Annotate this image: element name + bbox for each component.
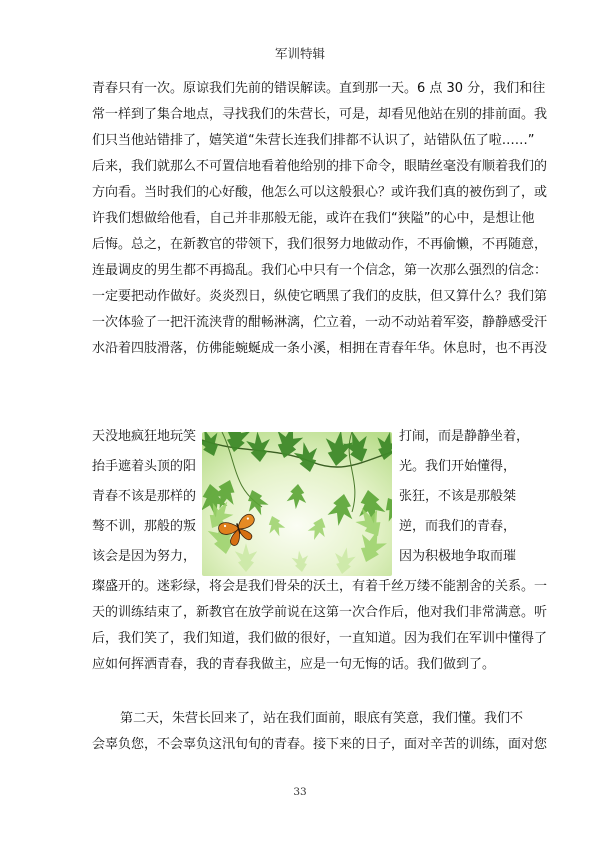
text-line: 连最调皮的男生都不再捣乱。我们心中只有一个信念，第一次那么强烈的信念： — [92, 263, 548, 278]
text-line: 后，我们笑了，我们知道，我们做的很好，一直知道。因为我们在军训中懂得了 — [92, 631, 548, 646]
text-line: 会辜负您，不会辜负这汛旬旬的青春。接下来的日子，面对辛苦的训练，面对您 — [92, 737, 548, 752]
text-line: 后来，我们就那么不可置信地看着他给别的排下命令，眼睛丝毫没有顺着我们的 — [92, 159, 548, 174]
paragraph-1-top — [92, 76, 548, 362]
wrap-text-right: 因为积极地争取而璀 — [399, 549, 517, 564]
leaves-butterfly-photo — [202, 432, 392, 576]
text-line: 一定要把动作做好。炎炎烈日，纵使它晒黑了我们的皮肤，但又算什么？我们第 — [92, 289, 548, 304]
text-line: 第二天，朱营长回来了，站在我们面前，眼底有笑意，我们懂。我们不 — [120, 711, 524, 726]
text-line: 应如何挥洒青春，我的青春我做主，应是一句无悔的话。我们做到了。 — [92, 657, 496, 672]
text-line: 后悔。总之，在新教官的带领下，我们很努力地做动作，不再偷懒，不再随意， — [92, 237, 548, 252]
text-line: 方向看。当时我们的心好酸，他怎么可以这般狠心？或许我们真的被伤到了，或 — [92, 185, 548, 200]
wrap-text-left: 该会是因为努力， — [92, 549, 197, 564]
text-line: 们只当他站错排了，嬉笑道“朱营长连我们排都不认识了，站错队伍了啦……” — [92, 133, 535, 148]
paragraph-2 — [92, 706, 548, 758]
wrap-text-left: 骜不训，那般的叛 — [92, 519, 197, 534]
text-line: 青春只有一次。原谅我们先前的错误解读。直到那一天。6 点 30 分，我们和往 — [92, 81, 546, 96]
wrap-text-right: 光。我们开始懂得， — [399, 459, 517, 474]
wrap-text-left: 抬手遮着头顶的阳 — [92, 459, 197, 474]
wrap-text-left: 青春不该是那样的 — [92, 489, 197, 504]
wrap-text-right: 打闹，而是静静坐着， — [399, 429, 530, 444]
text-line: 一次体验了一把汗流浃背的酣畅淋漓，伫立着，一动不动站着军姿，静静感受汗 — [92, 315, 548, 330]
text-line: 璨盛开的。迷彩绿，将会是我们骨朵的沃土，有着千丝万缕不能割舍的关系。一 — [92, 579, 548, 594]
text-line: 天的训练结束了，新教官在放学前说在这第一次合作后，他对我们非常满意。听 — [92, 605, 548, 620]
page-number: 33 — [293, 786, 307, 798]
paragraph-1-bottom — [92, 574, 548, 678]
wrap-text-right: 逆，而我们的青春， — [399, 519, 517, 534]
text-line: 水沿着四肢滑落，仿佛能蜿蜒成一条小溪，相拥在青春年华。休息时，也不再没 — [92, 341, 548, 356]
wrap-text-right: 张狂，不该是那般桀 — [399, 489, 517, 504]
wrap-text-left: 天没地疯狂地玩笑 — [92, 429, 197, 444]
text-line: 许我们想做给他看，自己并非那般无能，或许在我们“狭隘”的心中，是想让他 — [92, 211, 535, 226]
text-line: 常一样到了集合地点，寻找我们的朱营长，可是，却看见他站在别的排前面。我 — [92, 107, 548, 122]
page-header-title: 军训特辑 — [274, 46, 325, 61]
